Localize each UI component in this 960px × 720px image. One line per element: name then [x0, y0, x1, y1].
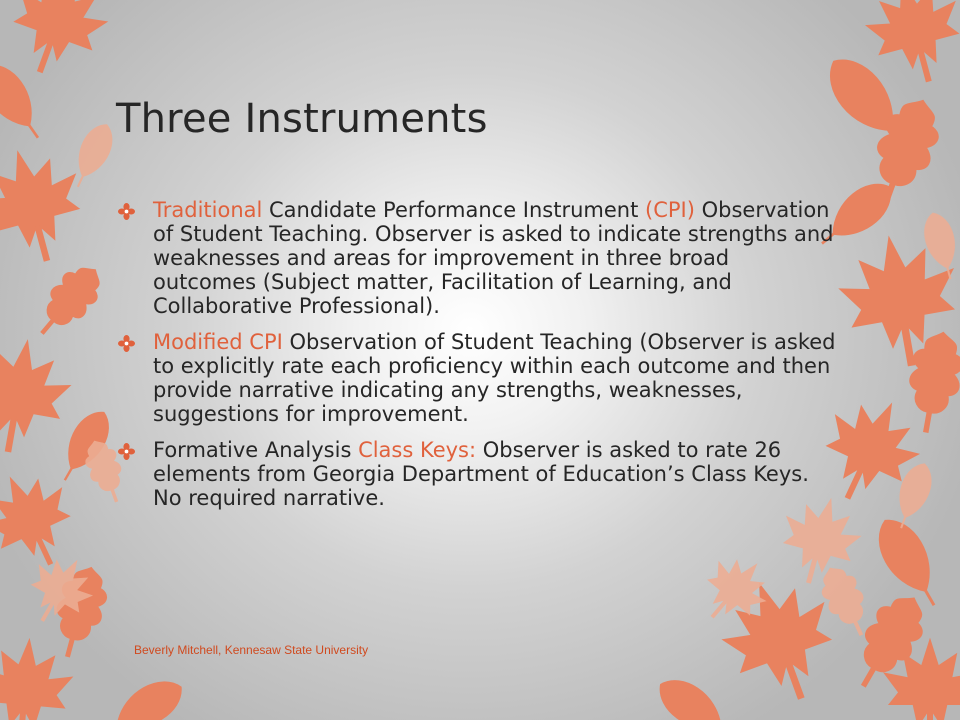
bullet-item-modified-cpi [118, 330, 838, 426]
bullet-item-traditional-cpi [118, 198, 838, 318]
bullet-text: Formative Analysis [153, 438, 359, 462]
accent-text-cpi: (CPI) [645, 198, 695, 222]
accent-text-class-keys: Class Keys: [358, 438, 477, 462]
accent-text-modified-cpi: Modified CPI [153, 330, 283, 354]
bullet-text: Observer is asked to rate 26 elements from Georgia Department of Education’s Class Keys. No required narrative. [153, 438, 809, 510]
bullet-list [118, 198, 838, 522]
slide-title: Three Instruments [116, 96, 488, 142]
bullet-text: Observation of Student Teaching. Observer is asked to indicate strengths and weaknesses and areas for improvement in three broad outcomes (Subject matter, Facilitation of Learning, and Collaborative Professional). [153, 198, 834, 318]
four-petal-flower-icon [118, 203, 135, 220]
slide-footer: Beverly Mitchell, Kennesaw State University [134, 643, 369, 657]
four-petal-flower-icon [118, 335, 135, 352]
bullet-item-class-keys [118, 438, 838, 510]
accent-text-traditional: Traditional [153, 198, 263, 222]
bullet-text: Candidate Performance Instrument [262, 198, 646, 222]
four-petal-flower-icon [118, 443, 135, 460]
bullet-text: Observation of Student Teaching (Observer is asked to explicitly rate each proficiency within each outcome and then provide narrative indicating any strengths, weaknesses, suggestions for improvement. [153, 330, 836, 426]
